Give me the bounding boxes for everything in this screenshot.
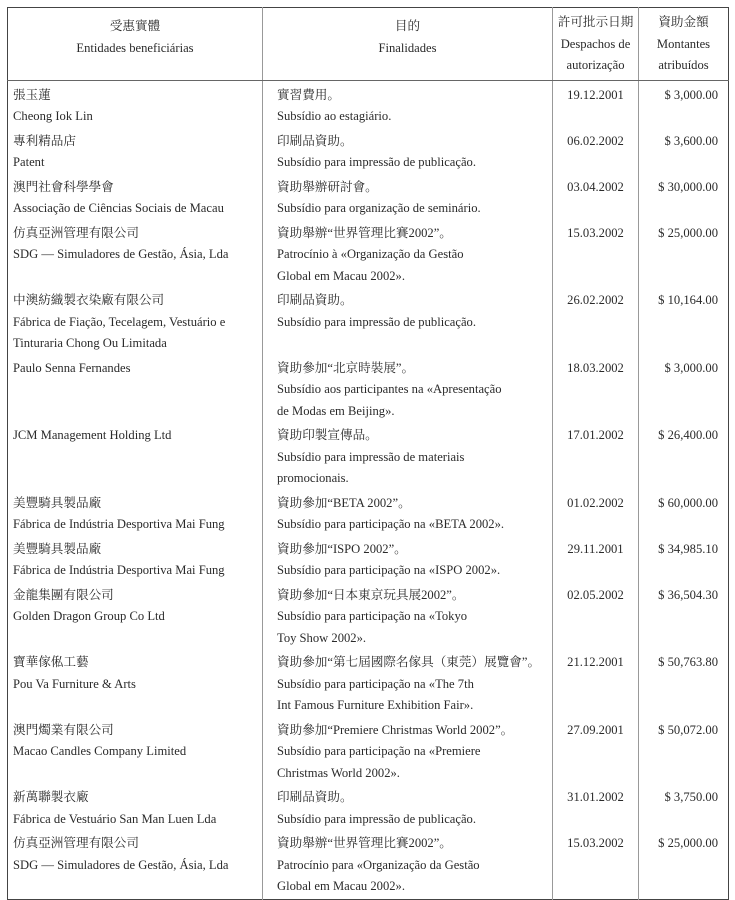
purpose-cell-line: Subsídio para participação na «Premiere — [277, 744, 481, 758]
purpose-cell-line: 實習費用。 — [277, 87, 340, 102]
amount-cell-value: $ 34,985.10 — [658, 541, 718, 556]
table-row — [8, 221, 729, 289]
amount-cell — [639, 491, 729, 537]
date-cell — [553, 650, 639, 718]
date-cell — [553, 129, 639, 175]
header-row — [8, 8, 729, 81]
entity-cell-line: Macao Candles Company Limited — [13, 744, 187, 758]
amount-cell — [639, 221, 729, 289]
entity-cell-line: Fábrica de Fiação, Tecelagem, Vestuário e — [13, 314, 226, 329]
entity-cell — [8, 423, 263, 491]
amount-cell — [639, 583, 729, 651]
entity-cell-line: Tinturaria Chong Ou Limitada — [13, 336, 167, 350]
entity-cell — [8, 221, 263, 289]
date-cell — [553, 221, 639, 289]
amount-cell — [639, 785, 729, 831]
date-cell — [553, 423, 639, 491]
entity-cell — [8, 80, 263, 129]
table-row — [8, 785, 729, 831]
amount-cell-value: $ 60,000.00 — [658, 495, 718, 510]
date-cell — [553, 356, 639, 424]
purpose-cell-line: Toy Show 2002». — [277, 630, 367, 645]
subsidies-table — [7, 7, 729, 900]
header-amount-pt-2: atribuídos — [658, 58, 709, 72]
table-row — [8, 288, 729, 356]
purpose-cell-line: Subsídio para organização de seminário. — [277, 201, 481, 215]
entity-cell-line: 仿真亞洲管理有限公司 — [13, 225, 139, 240]
entity-cell-line: 金龍集團有限公司 — [13, 587, 114, 602]
header-amount — [639, 8, 729, 81]
purpose-cell-line: Global em Macau 2002». — [277, 268, 406, 283]
amount-cell-value: $ 3,000.00 — [664, 360, 718, 375]
entity-cell — [8, 718, 263, 786]
table-row — [8, 175, 729, 221]
entity-cell-line: SDG — Simuladores de Gestão, Ásia, Lda — [13, 247, 229, 261]
purpose-cell-line: Subsídio para participação na «ISPO 2002». — [277, 563, 501, 577]
amount-cell-value: $ 3,600.00 — [664, 133, 718, 148]
entity-cell-line: Cheong Iok Lin — [13, 109, 93, 123]
header-purpose-pt: Finalidades — [378, 40, 437, 55]
purpose-cell — [263, 80, 553, 129]
purpose-cell-line: de Modas em Beijing». — [277, 403, 395, 418]
amount-cell-value: $ 3,750.00 — [664, 790, 718, 804]
purpose-cell — [263, 288, 553, 356]
date-cell — [553, 537, 639, 583]
entity-cell-line: 專利精品店 — [13, 133, 76, 148]
date-cell-value: 17.01.2002 — [567, 428, 624, 442]
amount-cell-value: $ 26,400.00 — [658, 428, 718, 442]
purpose-cell-line: 印刷品資助。 — [277, 293, 353, 307]
purpose-cell-line: Global em Macau 2002». — [277, 879, 406, 893]
purpose-cell-line: 資助參加“第七屆國際名傢具（東莞）展覽會”。 — [277, 655, 541, 669]
date-cell — [553, 80, 639, 129]
amount-cell-value: $ 30,000.00 — [658, 179, 718, 194]
entity-cell — [8, 175, 263, 221]
header-date — [553, 8, 639, 81]
purpose-cell-line: Int Famous Furniture Exhibition Fair». — [277, 698, 474, 712]
purpose-cell-line: 資助印製宣傳品。 — [277, 428, 378, 442]
date-cell — [553, 491, 639, 537]
purpose-cell-line: Subsídio para impressão de publicação. — [277, 314, 476, 329]
header-date-zh: 許可批示日期 — [557, 15, 634, 29]
purpose-cell-line: 印刷品資助。 — [277, 790, 353, 804]
table-row — [8, 537, 729, 583]
amount-cell — [639, 423, 729, 491]
amount-cell — [639, 175, 729, 221]
amount-cell — [639, 80, 729, 129]
purpose-cell-line: Patrocínio para «Organização da Gestão — [277, 857, 480, 872]
amount-cell-value: $ 25,000.00 — [658, 836, 718, 850]
purpose-cell — [263, 718, 553, 786]
amount-cell — [639, 537, 729, 583]
table-row — [8, 356, 729, 424]
entity-cell — [8, 491, 263, 537]
entity-cell — [8, 583, 263, 651]
date-cell-value: 15.03.2002 — [567, 836, 624, 850]
purpose-cell-line: 資助參加“日本東京玩具展2002”。 — [277, 587, 465, 602]
header-entity — [8, 8, 263, 81]
table-row — [8, 583, 729, 651]
date-cell — [553, 288, 639, 356]
entity-cell-line: 澳門燭業有限公司 — [13, 722, 114, 737]
amount-cell — [639, 356, 729, 424]
table-row — [8, 650, 729, 718]
entity-cell-line: Fábrica de Indústria Desportiva Mai Fung — [13, 517, 225, 531]
date-cell-value: 26.02.2002 — [567, 293, 624, 307]
entity-cell-line: 中澳紡織製衣染廠有限公司 — [13, 293, 165, 307]
date-cell-value: 15.03.2002 — [567, 225, 624, 240]
header-amount-pt-1: Montantes — [656, 36, 711, 51]
purpose-cell-line: 資助舉辦“世界管理比賽2002”。 — [277, 225, 452, 240]
purpose-cell — [263, 175, 553, 221]
entity-cell-line: 寶華傢俬工藝 — [13, 655, 89, 669]
purpose-cell — [263, 356, 553, 424]
header-entity-zh: 受惠實體 — [109, 19, 161, 33]
amount-cell — [639, 718, 729, 786]
purpose-cell-line: 印刷品資助。 — [277, 133, 353, 148]
purpose-cell-line: Subsídio para impressão de materiais — [277, 449, 465, 464]
entity-cell-line: 美豐騎具製品廠 — [13, 495, 102, 510]
table-body — [8, 80, 729, 899]
amount-cell-value: $ 25,000.00 — [658, 225, 718, 240]
entity-cell-line: 澳門社會科學學會 — [13, 179, 114, 194]
header-entity-pt: Entidades beneficiárias — [76, 40, 194, 55]
purpose-cell — [263, 423, 553, 491]
purpose-cell — [263, 650, 553, 718]
purpose-cell-line: Patrocínio à «Organização da Gestão — [277, 247, 464, 261]
entity-cell — [8, 650, 263, 718]
entity-cell-line: 張玉蓮 — [13, 87, 51, 102]
purpose-cell-line: 資助參加“Premiere Christmas World 2002”。 — [277, 722, 514, 737]
amount-cell-value: $ 36,504.30 — [658, 587, 718, 602]
date-cell-value: 19.12.2001 — [567, 87, 624, 102]
date-cell — [553, 831, 639, 899]
entity-cell — [8, 831, 263, 899]
entity-cell — [8, 288, 263, 356]
amount-cell — [639, 129, 729, 175]
entity-cell-line: Fábrica de Vestuário San Man Luen Lda — [13, 811, 217, 826]
amount-cell-value: $ 50,072.00 — [658, 722, 718, 737]
date-cell — [553, 718, 639, 786]
date-cell-value: 29.11.2001 — [567, 541, 624, 556]
purpose-cell-line: 資助參加“ISPO 2002”。 — [277, 541, 407, 556]
purpose-cell — [263, 221, 553, 289]
entity-cell-line: Golden Dragon Group Co Ltd — [13, 609, 165, 623]
entity-cell-line: 美豐騎具製品廠 — [13, 541, 102, 556]
date-cell-value: 03.04.2002 — [567, 179, 624, 194]
amount-cell-value: $ 10,164.00 — [658, 293, 718, 307]
amount-cell — [639, 288, 729, 356]
purpose-cell — [263, 583, 553, 651]
purpose-cell-line: Subsídio para participação na «Tokyo — [277, 609, 468, 623]
purpose-cell — [263, 785, 553, 831]
entity-cell-line: SDG — Simuladores de Gestão, Ásia, Lda — [13, 857, 229, 872]
date-cell-value: 01.02.2002 — [567, 495, 624, 510]
purpose-cell-line: Subsídio para participação na «BETA 2002». — [277, 517, 505, 531]
header-purpose — [263, 8, 553, 81]
entity-cell-line: Associação de Ciências Sociais de Macau — [13, 201, 224, 215]
entity-cell-line: 新萬聯製衣廠 — [13, 790, 89, 804]
table-row — [8, 129, 729, 175]
entity-cell — [8, 129, 263, 175]
date-cell — [553, 175, 639, 221]
purpose-cell-line: promocionais. — [277, 471, 349, 485]
date-cell-value: 02.05.2002 — [567, 587, 624, 602]
purpose-cell — [263, 537, 553, 583]
entity-cell — [8, 356, 263, 424]
amount-cell-value: $ 50,763.80 — [658, 655, 718, 669]
table-row — [8, 718, 729, 786]
date-cell-value: 21.12.2001 — [567, 655, 624, 669]
purpose-cell-line: Christmas World 2002». — [277, 765, 400, 780]
entity-cell-line: 仿真亞洲管理有限公司 — [13, 836, 139, 850]
entity-cell-line: Paulo Senna Fernandes — [13, 360, 131, 375]
purpose-cell — [263, 831, 553, 899]
amount-cell-value: $ 3,000.00 — [664, 87, 718, 102]
header-purpose-zh: 目的 — [394, 19, 421, 33]
amount-cell — [639, 831, 729, 899]
purpose-cell-line: Subsídio ao estagiário. — [277, 109, 392, 123]
header-date-pt-2: autorização — [566, 58, 625, 72]
entity-cell-line: JCM Management Holding Ltd — [13, 428, 172, 442]
entity-cell-line: Pou Va Furniture & Arts — [13, 676, 136, 691]
purpose-cell-line: Subsídio para impressão de publicação. — [277, 811, 476, 826]
entity-cell — [8, 785, 263, 831]
table-row — [8, 423, 729, 491]
purpose-cell-line: Subsídio para participação na «The 7th — [277, 676, 474, 691]
header-amount-zh: 資助金額 — [658, 15, 709, 29]
table-row — [8, 491, 729, 537]
purpose-cell-line: 資助參加“BETA 2002”。 — [277, 495, 411, 510]
purpose-cell-line: 資助舉辦研討會。 — [277, 179, 378, 194]
date-cell-value: 27.09.2001 — [567, 722, 624, 737]
date-cell — [553, 583, 639, 651]
purpose-cell-line: 資助舉辦“世界管理比賽2002”。 — [277, 836, 452, 850]
date-cell-value: 06.02.2002 — [567, 133, 624, 148]
purpose-cell-line: 資助參加“北京時裝展”。 — [277, 360, 415, 375]
date-cell-value: 31.01.2002 — [567, 790, 624, 804]
entity-cell-line: Fábrica de Indústria Desportiva Mai Fung — [13, 563, 225, 577]
amount-cell — [639, 650, 729, 718]
date-cell — [553, 785, 639, 831]
header-date-pt-1: Despachos de — [560, 36, 631, 51]
purpose-cell-line: Subsídio para impressão de publicação. — [277, 155, 476, 169]
purpose-cell — [263, 129, 553, 175]
table-row — [8, 831, 729, 899]
date-cell-value: 18.03.2002 — [567, 360, 624, 375]
purpose-cell — [263, 491, 553, 537]
table-row — [8, 80, 729, 129]
purpose-cell-line: Subsídio aos participantes na «Apresentação — [277, 382, 502, 396]
entity-cell-line: Patent — [13, 155, 45, 169]
entity-cell — [8, 537, 263, 583]
